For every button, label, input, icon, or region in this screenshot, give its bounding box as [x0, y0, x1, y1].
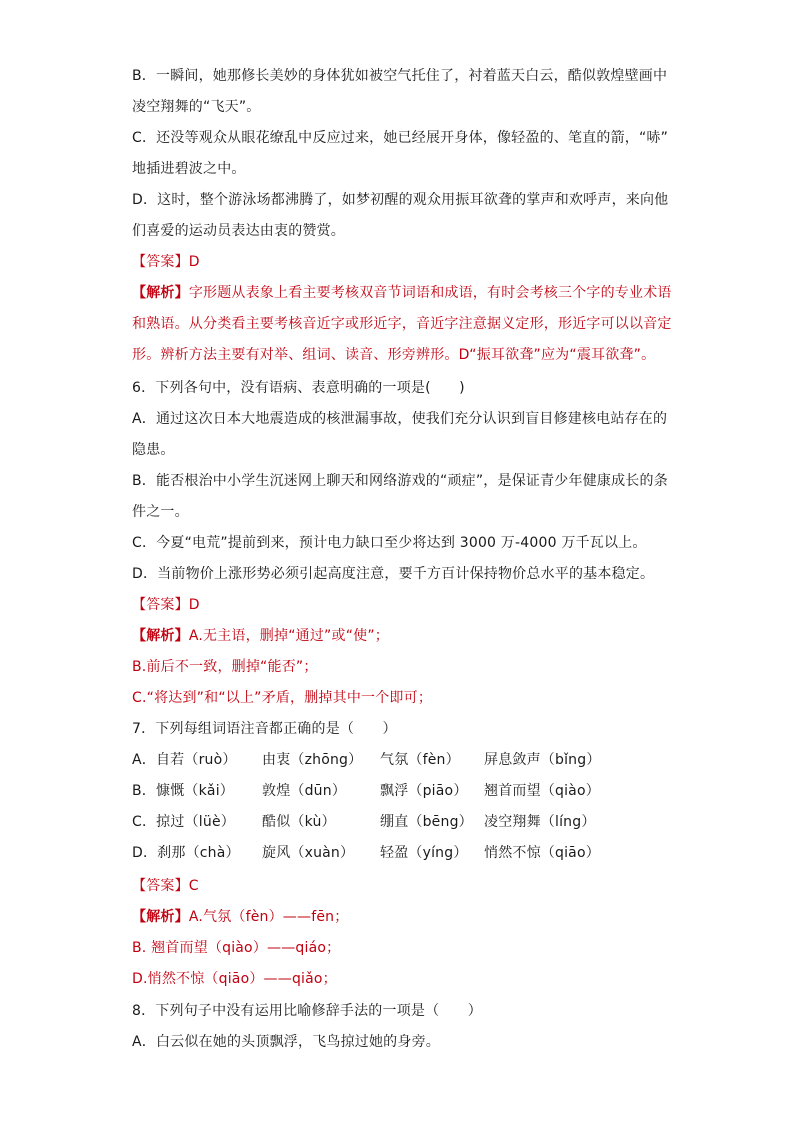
q7-cell: 翘首而望（qiào） [484, 783, 600, 799]
q7-cell: 气氛（fèn） [380, 752, 460, 768]
q5-analysis-line2: 和熟语。从分类看主要考核音近字或形近字，音近字注意据义定形，形近字可以以音定 [132, 316, 672, 332]
analysis-text: 字形题从表象上看主要考核双音节词语和成语，有时会考核三个字的专业术语 [188, 285, 672, 301]
q7-analysis-line3: D.悄然不惊（qiāo）——qiǎo； [132, 971, 337, 987]
q7-cell: B．慷慨（kǎi） [132, 783, 234, 799]
analysis-label: 【解析】 [132, 628, 189, 644]
q5-option-d-line2: 们喜爱的运动员表达由衷的赞赏。 [132, 223, 345, 239]
q5-option-c-line1: C．还没等观众从眼花缭乱中反应过来，她已经展开身体，像轻盈的、笔直的箭，“哧” [132, 130, 669, 146]
q7-cell: 敦煌（dūn） [262, 783, 347, 799]
q7-cell: 旋风（xuàn） [262, 845, 355, 861]
q7-cell: 轻盈（yíng） [380, 845, 468, 861]
q8-option-a: A．白云似在她的头顶飘浮，飞鸟掠过她的身旁。 [132, 1034, 440, 1050]
q8-stem: 8．下列句子中没有运用比喻修辞手法的一项是（ ） [132, 1003, 482, 1019]
q5-option-b-line2: 凌空翔舞的“飞天”。 [132, 99, 261, 115]
q5-option-b-line1: B．一瞬间，她那修长美妙的身体犹如被空气托住了，衬着蓝天白云，酷似敦煌壁画中 [132, 68, 668, 84]
q7-cell: 屏息敛声（bǐng） [484, 752, 601, 768]
q7-cell: A．自若（ruò） [132, 752, 237, 768]
q6-answer: 【答案】D [132, 597, 200, 613]
q5-analysis-line1 [132, 283, 672, 303]
q7-cell: 酷似（kù） [262, 814, 336, 830]
q7-answer: 【答案】C [132, 878, 199, 894]
q6-option-c: C．今夏“电荒”提前到来，预计电力缺口至少将达到 3000 万-4000 万千瓦以上。 [132, 535, 647, 551]
q6-analysis-line1 [132, 626, 389, 646]
q6-option-a-line2: 隐患。 [132, 442, 175, 458]
q6-option-d: D．当前物价上涨形势必须引起高度注意，要千方百计保持物价总水平的基本稳定。 [132, 566, 655, 582]
analysis-label: 【解析】 [132, 909, 189, 925]
q7-cell: D．刹那（chà） [132, 845, 240, 861]
q5-option-d-line1: D．这时，整个游泳场都沸腾了，如梦初醒的观众用振耳欲聋的掌声和欢呼声，来向他 [132, 192, 669, 208]
q6-analysis-line2: B.前后不一致，删掉“能否”； [132, 659, 318, 675]
q7-analysis-line1 [132, 907, 348, 927]
q6-stem: 6．下列各句中，没有语病、表意明确的一项是( ) [132, 380, 465, 396]
q5-option-c-line2: 地插进碧波之中。 [132, 161, 246, 177]
q6-analysis-line3: C.“将达到”和“以上”矛盾，删掉其中一个即可； [132, 690, 433, 706]
analysis-text: A.无主语，删掉“通过”或“使”； [188, 628, 390, 644]
q6-option-b-line2: 件之一。 [132, 504, 189, 520]
q7-cell: 凌空翔舞（líng） [484, 814, 596, 830]
q5-analysis-line3: 形。辨析方法主要有对举、组词、读音、形旁辨形。D“振耳欲聋”应为“震耳欲聋”。 [132, 347, 656, 363]
q7-cell: 悄然不惊（qiāo） [484, 845, 600, 861]
analysis-label: 【解析】 [132, 285, 189, 301]
analysis-text: A.气氛（fèn）——fēn； [188, 909, 349, 925]
q6-option-a-line1: A．通过这次日本大地震造成的核泄漏事故，使我们充分认识到盲目修建核电站存在的 [132, 411, 668, 427]
q6-option-b-line1: B．能否根治中小学生沉迷网上聊天和网络游戏的“顽症”，是保证青少年健康成长的条 [132, 473, 668, 489]
q7-analysis-line2: B. 翘首而望（qiào）——qiáo； [132, 940, 341, 956]
q7-cell: 由衷（zhōng） [262, 752, 363, 768]
q7-cell: C．掠过（lüè） [132, 814, 235, 830]
q5-answer: 【答案】D [132, 254, 200, 270]
q7-stem: 7．下列每组词语注音都正确的是（ ） [132, 721, 397, 737]
q7-cell: 绷直（bēng） [380, 814, 473, 830]
q7-cell: 飘浮（piāo） [380, 783, 468, 799]
